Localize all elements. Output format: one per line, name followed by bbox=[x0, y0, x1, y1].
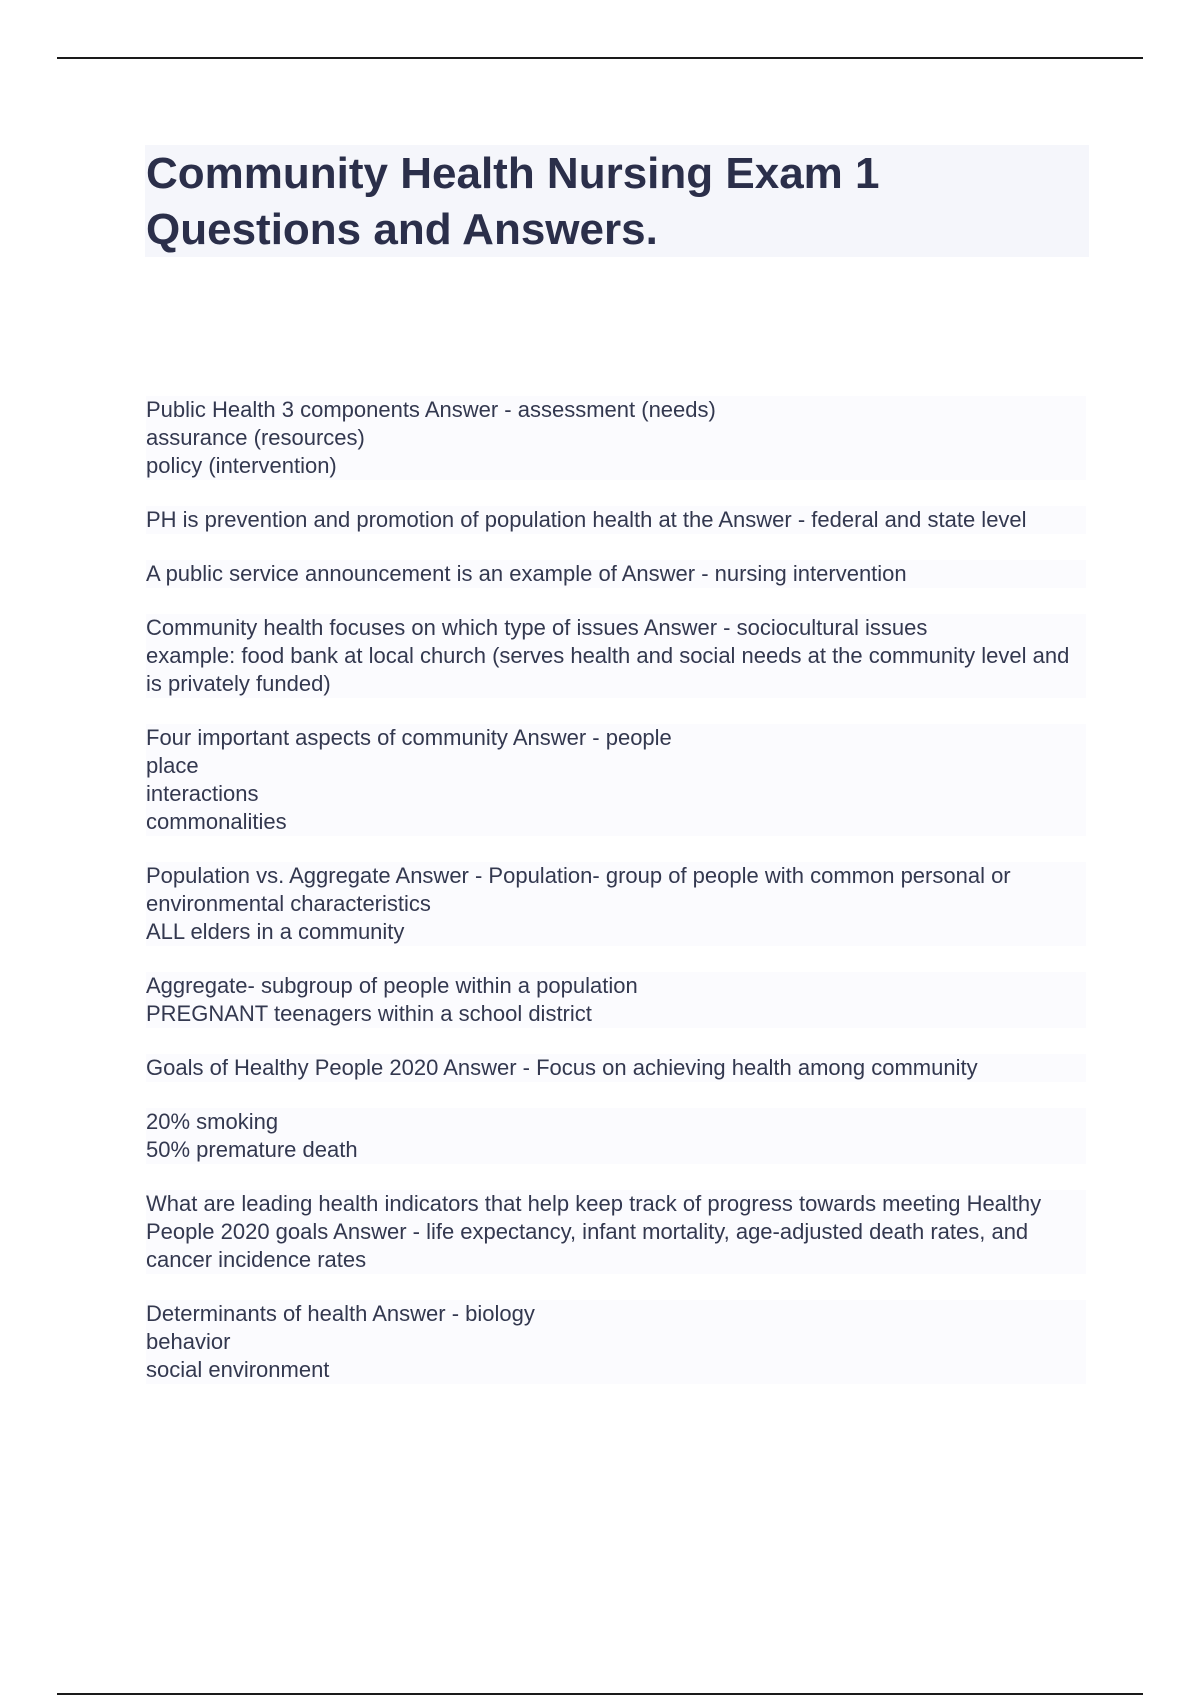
qa-line: What are leading health indicators that help keep track of progress towards meeting Healthy People 2020 goals Answer - life expectancy, infant mortality, age-adjusted death rates, and cancer incidence rates bbox=[146, 1191, 1048, 1272]
qa-entry bbox=[146, 506, 1086, 534]
qa-line: interactions bbox=[146, 781, 259, 806]
qa-list bbox=[146, 396, 1086, 1410]
top-rule bbox=[57, 57, 1143, 59]
qa-line: A public service announcement is an example of Answer - nursing intervention bbox=[146, 561, 907, 586]
qa-entry bbox=[146, 862, 1086, 946]
qa-line: social environment bbox=[146, 1357, 330, 1382]
qa-entry bbox=[146, 1190, 1086, 1274]
title-line-1: Community Health Nursing Exam 1 bbox=[146, 149, 880, 198]
qa-line: Determinants of health Answer - biology bbox=[146, 1301, 535, 1326]
qa-line: Population vs. Aggregate Answer - Population- group of people with common personal or environmental characteristics bbox=[146, 863, 1017, 916]
page-title bbox=[146, 146, 1086, 258]
qa-entry bbox=[146, 1108, 1086, 1164]
qa-line: Goals of Healthy People 2020 Answer - Focus on achieving health among community bbox=[146, 1055, 978, 1080]
qa-line: example: food bank at local church (serves health and social needs at the community level and is privately funded) bbox=[146, 643, 1076, 696]
qa-line: Aggregate- subgroup of people within a population bbox=[146, 973, 638, 998]
qa-entry bbox=[146, 1300, 1086, 1384]
qa-line: Four important aspects of community Answer - people bbox=[146, 725, 672, 750]
qa-line: ALL elders in a community bbox=[146, 919, 405, 944]
qa-entry bbox=[146, 614, 1086, 698]
qa-line: behavior bbox=[146, 1329, 231, 1354]
qa-line: Public Health 3 components Answer - assessment (needs) bbox=[146, 397, 716, 422]
qa-line: PH is prevention and promotion of population health at the Answer - federal and state level bbox=[146, 507, 1027, 532]
qa-line: place bbox=[146, 753, 199, 778]
qa-line: assurance (resources) bbox=[146, 425, 365, 450]
bottom-rule bbox=[57, 1693, 1143, 1695]
qa-entry bbox=[146, 972, 1086, 1028]
qa-entry bbox=[146, 1054, 1086, 1082]
qa-line: policy (intervention) bbox=[146, 453, 337, 478]
qa-entry bbox=[146, 560, 1086, 588]
qa-line: Community health focuses on which type of issues Answer - sociocultural issues bbox=[146, 615, 928, 640]
title-line-2: Questions and Answers. bbox=[146, 205, 658, 254]
qa-line: 50% premature death bbox=[146, 1137, 358, 1162]
qa-line: 20% smoking bbox=[146, 1109, 279, 1134]
qa-line: PREGNANT teenagers within a school district bbox=[146, 1001, 592, 1026]
qa-line: commonalities bbox=[146, 809, 287, 834]
qa-entry bbox=[146, 396, 1086, 480]
qa-entry bbox=[146, 724, 1086, 836]
